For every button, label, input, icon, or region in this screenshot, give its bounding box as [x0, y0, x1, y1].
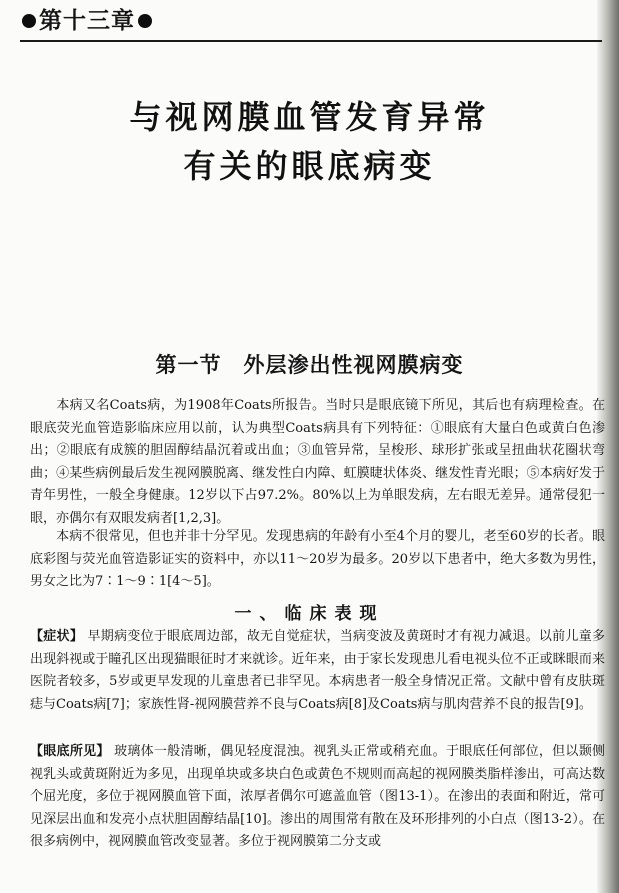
chapter-label: 第十三章 [39, 8, 135, 34]
section-heading [0, 349, 619, 379]
chapter-title-line-2: 有关的眼底病变 [183, 147, 436, 185]
fundus-label: 【眼底所见】 [30, 744, 110, 759]
symptoms-paragraph [30, 626, 605, 716]
intro-text-1: 本病又名Coats病，为1908年Coats所报告。当时只是眼底镜下所见，其后也有病理检查。在眼底荧光血管造影临床应用以前，认为典型Coats病具有下列特征：①眼底有大量白色或黄白色渗出；②眼底有成簇的胆固醇结晶沉着或出血；③血管异常，呈梭形、球形扩张或呈扭曲状花圈状弯曲；④某些病例最后发生视网膜脱离、继发性白内障、虹膜睫状体炎、继发性青光眼；⑤本病好发于青年男性，一般全身健康。12岁以下占97.2%。80%以上为单眼发病，左右眼无差异。通常侵犯一眼，亦偶尔有双眼发病者[1,2,3]。 [30, 398, 605, 526]
section-number: 第一节 [155, 353, 222, 377]
intro-text-2: 本病不很常见，但也并非十分罕见。发现患病的年龄有小至4个月的婴儿，老至60岁的长者。眼底彩图与荧光血管造影证实的资料中，亦以11～20岁为最多。20岁以下患者中，绝大多数为男性，男女之比为7∶1～9∶1[4～5]。 [30, 529, 605, 589]
subsection-heading: 一、临床表现 [234, 604, 385, 624]
fundus-paragraph [30, 741, 605, 854]
intro-paragraph-2 [30, 526, 605, 594]
badge-dot-right [138, 14, 152, 28]
chapter-title-line-1: 与视网膜血管发育异常 [129, 98, 490, 136]
badge-dot-left [22, 14, 36, 28]
intro-paragraph-1 [30, 395, 605, 530]
symptoms-label: 【症状】 [30, 629, 84, 644]
chapter-badge [22, 3, 152, 39]
section-title: 外层渗出性视网膜病变 [243, 353, 464, 377]
chapter-rule [20, 40, 602, 42]
fundus-text: 玻璃体一般清晰，偶见轻度混浊。视乳头正常或稍充血。于眼底任何部位，但以颞侧视乳头或黄斑附近为多见，出现单块或多块白色或黄色不规则而高起的视网膜类脂样渗出，可高达数个屈光度，多位于视网膜血管下面，浓厚者偶尔可遮盖血管（图13-1）。在渗出的表面和附近，常可见深层出血和发亮小点状胆固醇结晶[10]。渗出的周围常有散在及环形排列的小白点（图13-2）。在很多病例中，视网膜血管改变显著。多位于视网膜第二分支或 [30, 744, 605, 849]
symptoms-text: 早期病变位于眼底周边部，故无自觉症状，当病变波及黄斑时才有视力减退。以前儿童多出现斜视或于瞳孔区出现猫眼征时才来就诊。近年来，由于家长发现患儿看电视头位不正或眯眼而来医院者较多，5岁或更早发现的儿童患者已非罕见。本病患者一般全身情况正常。文献中曾有皮肤斑痣与Coats病[7]；家族性肾-视网膜营养不良与Coats病[8]及Coats病与肌肉营养不良的报告[9]。 [30, 629, 605, 712]
